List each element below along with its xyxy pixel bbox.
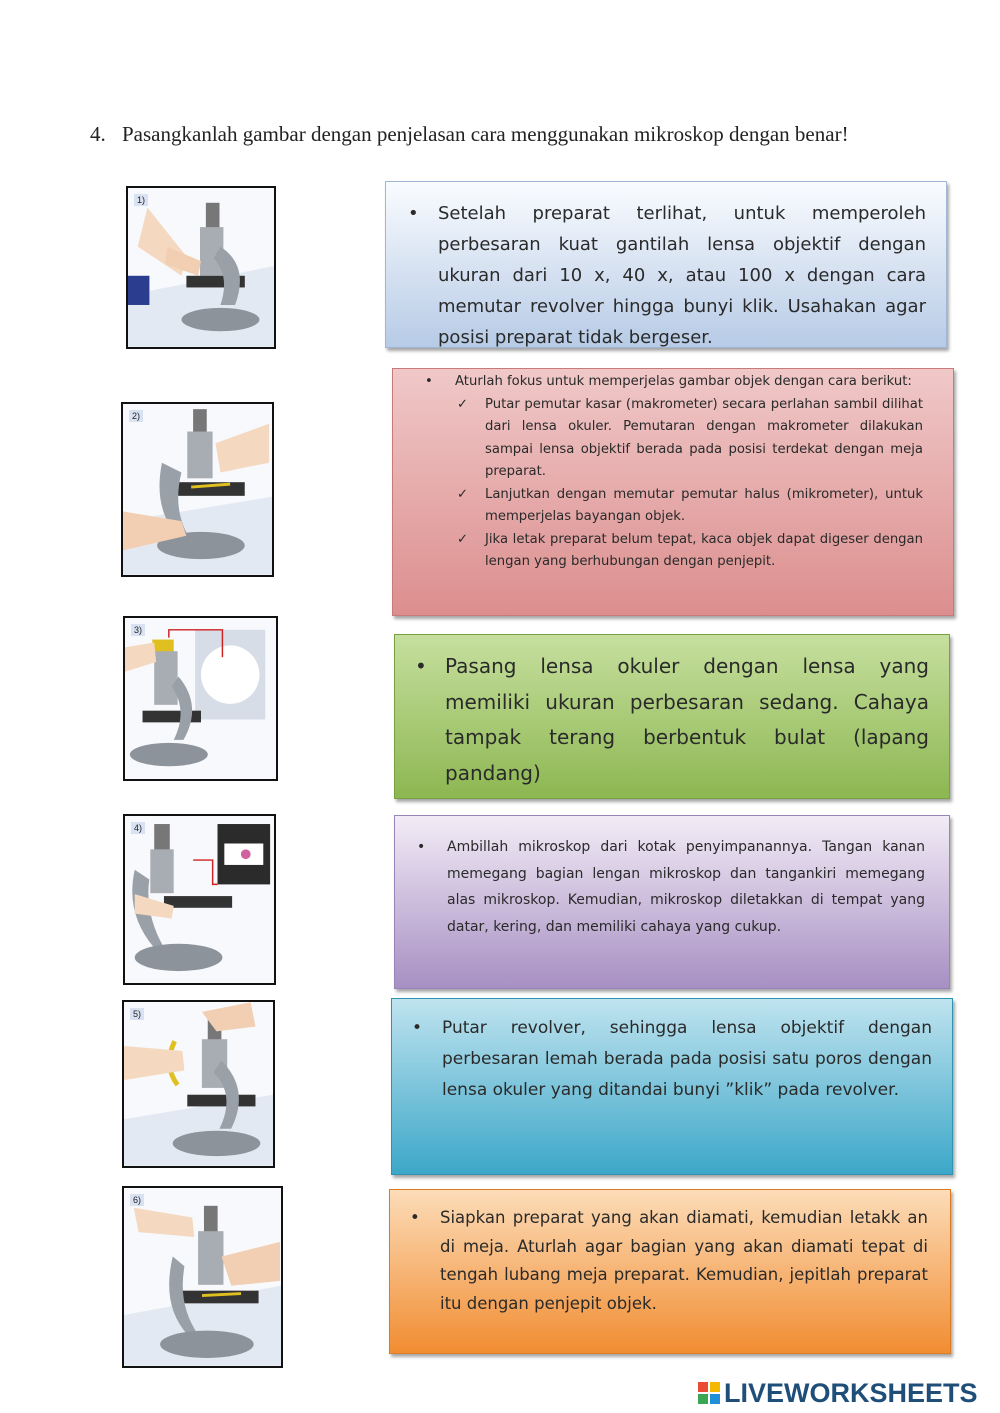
card-text: • Ambillah mikroskop dari kotak penyimpanannya. Tangan kanan memegang bagian lengan mikroskop dan tangankiri memegang alas mikroskop. Kemudian, mikroskop diletakkan di tempat yang datar, kering, dan memiliki cahaya yang cukup. (447, 834, 925, 940)
card-5[interactable] (391, 998, 953, 1175)
card-3[interactable] (394, 634, 950, 799)
microscope-illustration (123, 404, 272, 575)
card-6[interactable] (389, 1189, 951, 1354)
microscope-illustration (125, 618, 276, 779)
picture-4[interactable] (123, 814, 276, 985)
picture-label: 4) (131, 822, 145, 834)
picture-2[interactable] (121, 402, 274, 577)
microscope-illustration (124, 1002, 273, 1166)
check-item: ✓ Jika letak preparat belum tepat, kaca objek dapat digeser dengan lengan yang berhubungan dengan penjepit. (485, 529, 923, 574)
card-1[interactable] (385, 181, 947, 348)
check-item: ✓ Putar pemutar kasar (makrometer) secara perlahan sambil dilihat dari lensa okuler. Pemutaran dengan makrometer dilakukan sampai lensa objektif berada pada posisi terdekat dengan meja preparat. (485, 394, 923, 484)
card-text: • Setelah preparat terlihat, untuk memperoleh perbesaran kuat gantilah lensa objektif dengan ukuran dari 10 x, 40 x, atau 100 x dengan cara memutar revolver hingga bunyi klik. Usahakan agar posisi preparat tidak bergeser. (438, 198, 926, 353)
microscope-illustration (125, 816, 274, 983)
picture-label: 2) (129, 410, 143, 422)
picture-label: 6) (130, 1194, 144, 1206)
microscope-illustration (124, 1188, 281, 1366)
microscope-illustration (128, 188, 274, 347)
card-4[interactable] (394, 815, 950, 989)
liveworksheets-brand (698, 1378, 978, 1408)
card-text: Aturlah fokus untuk memperjelas gambar objek dengan cara berikut: (455, 374, 912, 389)
picture-1[interactable] (126, 186, 276, 349)
picture-label: 1) (134, 194, 148, 206)
picture-label: 5) (130, 1008, 144, 1020)
card-text: • Pasang lensa okuler dengan lensa yang memiliki ukuran perbesaran sedang. Cahaya tampak terang berbentuk bulat (lapang pandang) (445, 649, 929, 791)
liveworksheets-logo-icon (698, 1382, 720, 1404)
picture-label: 3) (131, 624, 145, 636)
question (90, 118, 910, 150)
card-2[interactable] (392, 368, 954, 616)
card-text: • Putar revolver, sehingga lensa objektif dengan perbesaran lemah berada pada posisi satu poros dengan lensa okuler yang ditandai bunyi ”klik” pada revolver. (442, 1013, 932, 1106)
card-text: • Siapkan preparat yang akan diamati, kemudian letakk an di meja. Aturlah agar bagian yang akan diamati tepat di tengah lubang meja preparat. Kemudian, jepitlah preparat itu dengan penjepit objek. (440, 1204, 928, 1318)
brand-name: LIVEWORKSHEETS (724, 1377, 978, 1408)
picture-6[interactable] (122, 1186, 283, 1368)
question-text: Pasangkanlah gambar dengan penjelasan cara menggunakan mikroskop dengan benar! (122, 122, 849, 146)
picture-5[interactable] (122, 1000, 275, 1168)
question-number: 4. (90, 122, 106, 146)
picture-3[interactable] (123, 616, 278, 781)
check-item: ✓ Lanjutkan dengan memutar pemutar halus (mikrometer), untuk memperjelas bayangan objek. (485, 484, 923, 529)
